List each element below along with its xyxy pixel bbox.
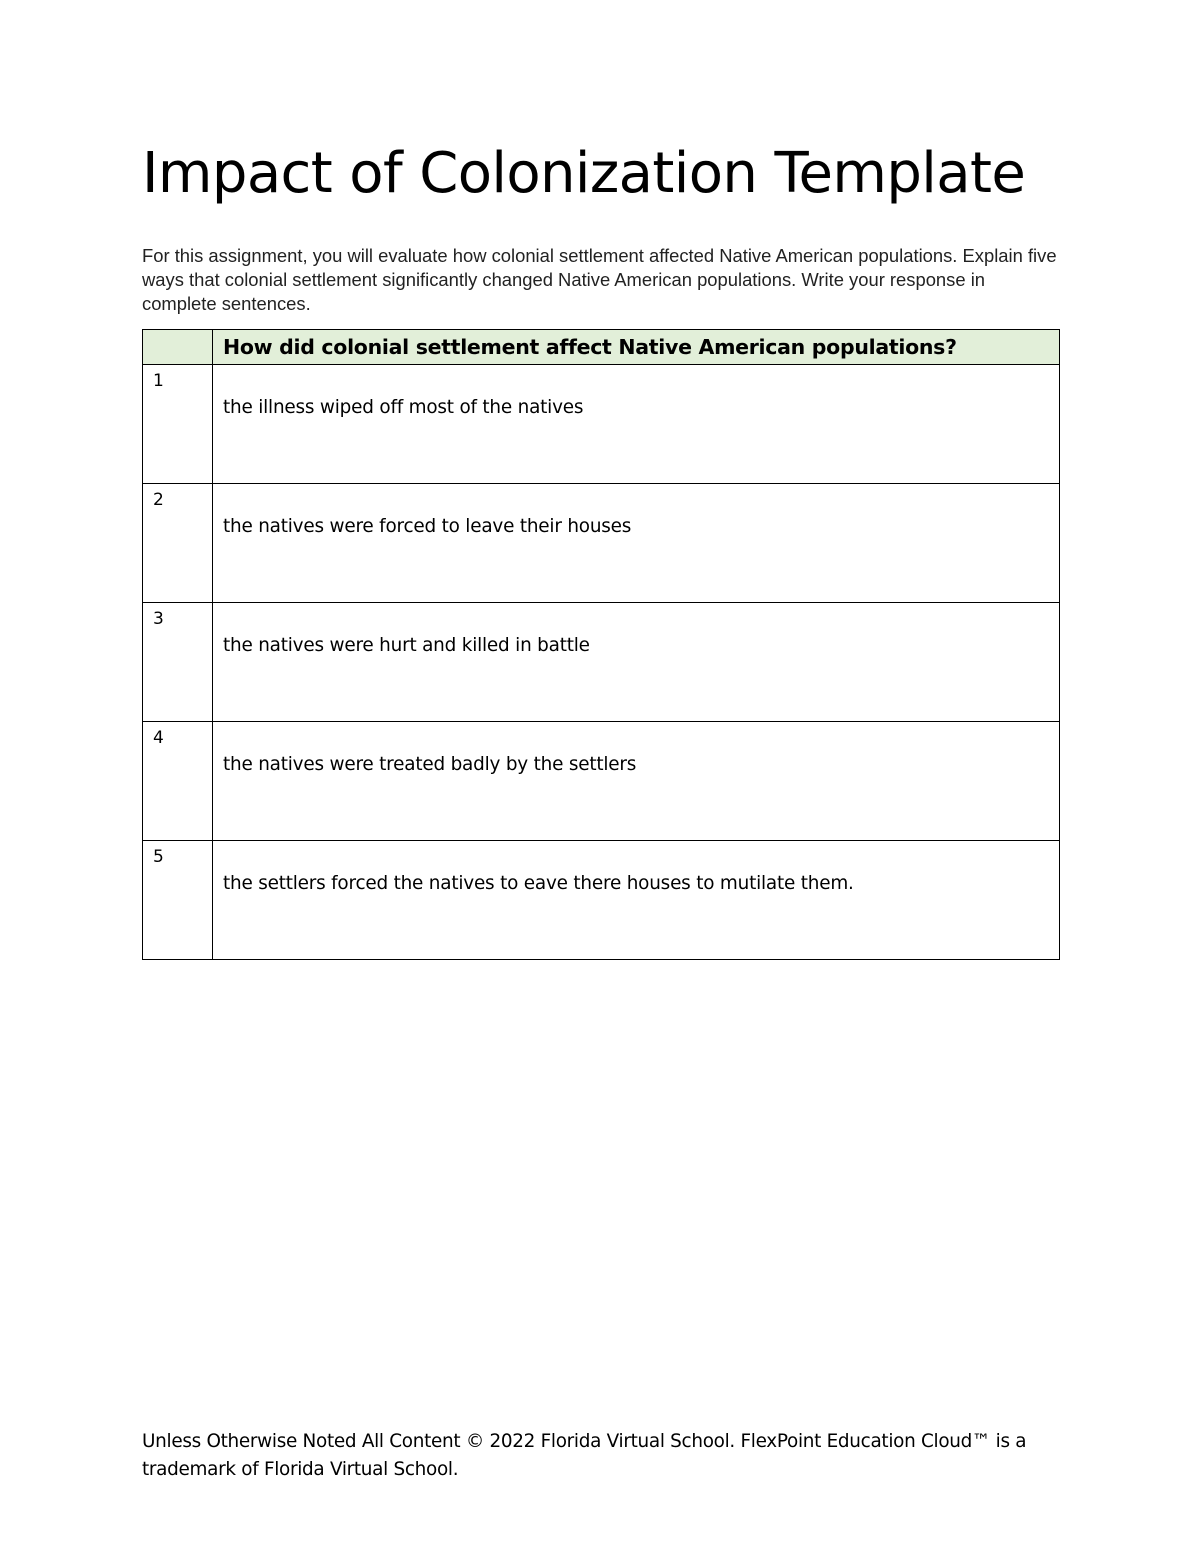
table-row xyxy=(143,841,1060,960)
row-number: 3 xyxy=(143,603,213,722)
copyright-footer: Unless Otherwise Noted All Content © 2022 Florida Virtual School. FlexPoint Education Cloud™ is a trademark of Florida Virtual School. xyxy=(142,1431,1027,1480)
row-number: 1 xyxy=(143,365,213,484)
table-row xyxy=(143,722,1060,841)
header-number-cell xyxy=(143,330,213,365)
assignment-instructions: For this assignment, you will evaluate how colonial settlement affected Native American populations. Explain five ways that colonial settlement significantly changed Native American populations. Write your response in complete sentences. xyxy=(142,245,1057,314)
row-number: 2 xyxy=(143,484,213,603)
table-row xyxy=(143,484,1060,603)
row-number: 4 xyxy=(143,722,213,841)
row-number: 5 xyxy=(143,841,213,960)
row-answer[interactable]: the illness wiped off most of the natives xyxy=(213,365,1060,484)
table-row xyxy=(143,365,1060,484)
row-answer[interactable]: the natives were forced to leave their houses xyxy=(213,484,1060,603)
row-answer[interactable]: the natives were treated badly by the settlers xyxy=(213,722,1060,841)
table-row xyxy=(143,603,1060,722)
row-answer[interactable]: the natives were hurt and killed in battle xyxy=(213,603,1060,722)
row-answer[interactable]: the settlers forced the natives to eave there houses to mutilate them. xyxy=(213,841,1060,960)
table-header-row xyxy=(143,330,1060,365)
page-title: Impact of Colonization Template xyxy=(142,141,1026,206)
response-table xyxy=(142,329,1060,960)
header-question-cell: How did colonial settlement affect Native American populations? xyxy=(213,330,1060,365)
